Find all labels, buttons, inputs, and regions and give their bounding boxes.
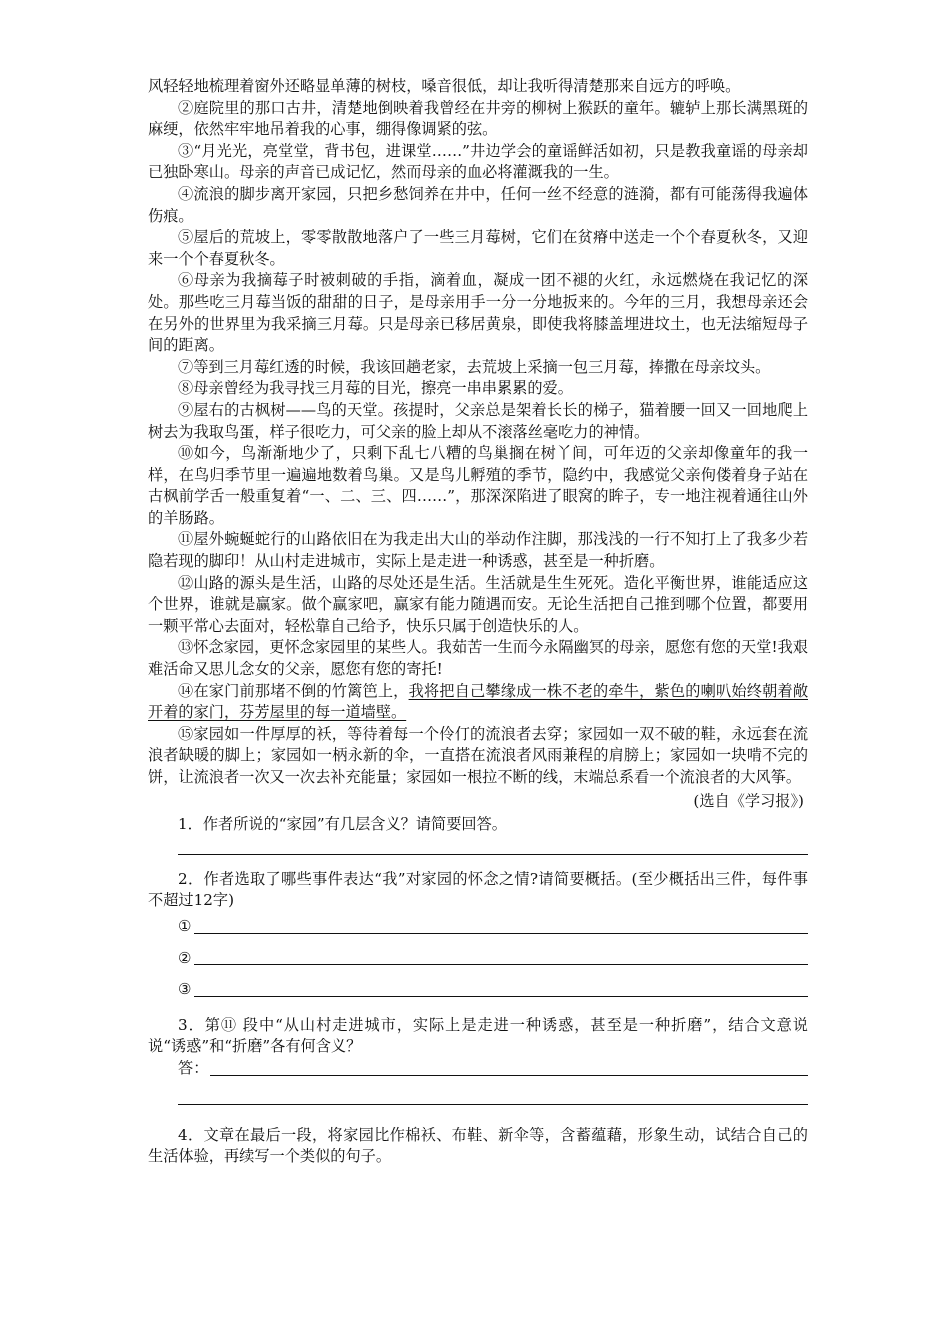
answer-line-q2-1[interactable]: [194, 933, 808, 934]
question-3: 3．第⑪ 段中“从山村走进城市，实际上是走进一种诱惑，甚至是一种折磨”，结合文意说说“诱惑”和“折磨”各有何含义？: [148, 1015, 808, 1056]
answer-label-q3: 答：: [178, 1058, 209, 1077]
answer-line-q2-2[interactable]: [194, 964, 808, 965]
answer-row-q2-3[interactable]: [148, 979, 808, 1001]
paragraph-14-lead: ⑭在家门前那堵不倒的竹篱笆上，: [178, 681, 409, 700]
answer-line-q3-2[interactable]: [178, 1104, 808, 1105]
paragraph-13: ⑬怀念家园，更怀念家园里的某些人。我茹苦一生而今永隔幽冥的母亲，愿您有您的天堂!我艰难活命又思儿念女的父亲，愿您有您的寄托!: [148, 638, 808, 679]
answer-line-q1[interactable]: [178, 854, 808, 855]
answer-row-q2-1[interactable]: [148, 916, 808, 938]
paragraph-9: ⑨屋右的古枫树——鸟的天堂。孩提时，父亲总是架着长长的梯子，猫着腰一回又一回地爬上树去为我取鸟蛋，样子很吃力，可父亲的脸上却从不滚落丝毫吃力的神情。: [148, 400, 808, 441]
answer-line-q2-3[interactable]: [194, 996, 808, 997]
paragraph-14-underlined: 我将把自己攀缘成一株不老的牵牛，紫色的喇叭始终朝着敞开着的家门，芬芳屋里的每一道墙壁。: [148, 681, 809, 722]
answer-label-q2-1: ①: [178, 916, 192, 935]
paragraph-12: ⑫山路的源头是生活，山路的尽处还是生活。生活就是生生死死。造化平衡世界，谁能适应这个世界，谁就是赢家。做个赢家吧，赢家有能力随遇而安。无论生活把自己推到哪个位置，都要用一颗平常心去面对，轻松靠自己给予，快乐只属于创造快乐的人。: [148, 573, 808, 635]
question-2: 2．作者选取了哪些事件表达“我”对家园的怀念之情?请简要概括。(至少概括出三件，每件事不超过12字): [148, 869, 808, 910]
paragraph-8: ⑧母亲曾经为我寻找三月莓的目光，擦亮一串串累累的爱。: [178, 379, 573, 398]
answer-label-q2-3: ③: [178, 980, 192, 999]
question-1: 1．作者所说的“家园”有几层含义？请简要回答。: [178, 815, 507, 834]
paragraph-5: ⑤屋后的荒坡上，零零散散地落户了一些三月莓树，它们在贫瘠中送走一个个春夏秋冬，又迎来一个个春夏秋冬。: [148, 228, 808, 268]
answer-label-q2-2: ②: [178, 948, 192, 967]
paragraph-7: ⑦等到三月莓红透的时候，我该回趟老家，去荒坡上采摘一包三月莓，捧撒在母亲坟头。: [178, 357, 771, 376]
source-citation: (选自《学习报》): [693, 791, 804, 810]
document-page: [148, 76, 808, 1168]
answer-line-q3-1[interactable]: [210, 1075, 808, 1076]
paragraph-15: ⑮家园如一件厚厚的袄，等待着每一个伶仃的流浪者去穿；家园如一双不破的鞋，永远套在流浪者缺暖的脚上；家园如一柄永新的伞，一直搭在流浪者风雨兼程的肩膀上；家园如一块啃不完的饼，让流浪者一次又一次去补充能量；家园如一根拉不断的线，末端总系看一个流浪者的大风筝。: [148, 724, 808, 786]
paragraph-4: ④流浪的脚步离开家园，只把乡愁饲养在井中，任何一丝不经意的涟漪，都有可能荡得我遍体伤痕。: [148, 184, 808, 225]
paragraph-0: 风轻轻地梳理着窗外还略显单薄的树枝，嗓音很低，却让我听得清楚那来自远方的呼唤。: [148, 77, 741, 95]
paragraph-14: [148, 681, 808, 724]
paragraph-10: ⑩如今，鸟渐渐地少了，只剩下乱七八糟的鸟巢搁在树丫间，可年迈的父亲却像童年的我一样，在鸟归季节里一遍遍地数着鸟巢。又是鸟儿孵殖的季节，隐约中，我感觉父亲佝偻着身子站在古枫前学舌一般重复着“一、二、三、四……”，那深深陷进了眼窝的眸子，专一地注视着通往山外的羊肠路。: [148, 444, 808, 527]
paragraph-11: ⑪屋外蜿蜒蛇行的山路依旧在为我走出大山的举动作注脚，那浅浅的一行不知打上了我多少若隐若现的脚印！从山村走进城市，实际上是走进一种诱惑，甚至是一种折磨。: [148, 530, 808, 571]
answer-row-q2-2[interactable]: [148, 948, 808, 970]
paragraph-2: ②庭院里的那口古井，清楚地倒映着我曾经在井旁的柳树上猴跃的童年。辘轳上那长满黑斑的麻绠，依然牢牢地吊着我的心事，绷得像调紧的弦。: [148, 98, 808, 139]
paragraph-3: ③“月光光，亮堂堂，背书包，进课堂……”井边学会的童谣鲜活如初，只是教我童谣的母亲却已独卧寒山。母亲的声音已成记忆，然而母亲的血必将灌溉我的一生。: [148, 141, 808, 182]
paragraph-6: ⑥母亲为我摘莓子时被刺破的手指，滴着血，凝成一团不褪的火红，永远燃烧在我记忆的深处。那些吃三月莓当饭的甜甜的日子，是母亲用手一分一分地扳来的。今年的三月，我想母亲还会在另外的世界里为我采摘三月莓。只是母亲已移居黄泉，即使我将膝盖埋进坟土，也无法缩短母子间的距离。: [148, 271, 808, 355]
answer-row-q3[interactable]: [148, 1058, 808, 1080]
question-4: 4．文章在最后一段，将家园比作棉袄、布鞋、新伞等，含蓄蕴藉，形象生动，试结合自己的生活体验，再续写一个类似的句子。: [148, 1125, 808, 1166]
